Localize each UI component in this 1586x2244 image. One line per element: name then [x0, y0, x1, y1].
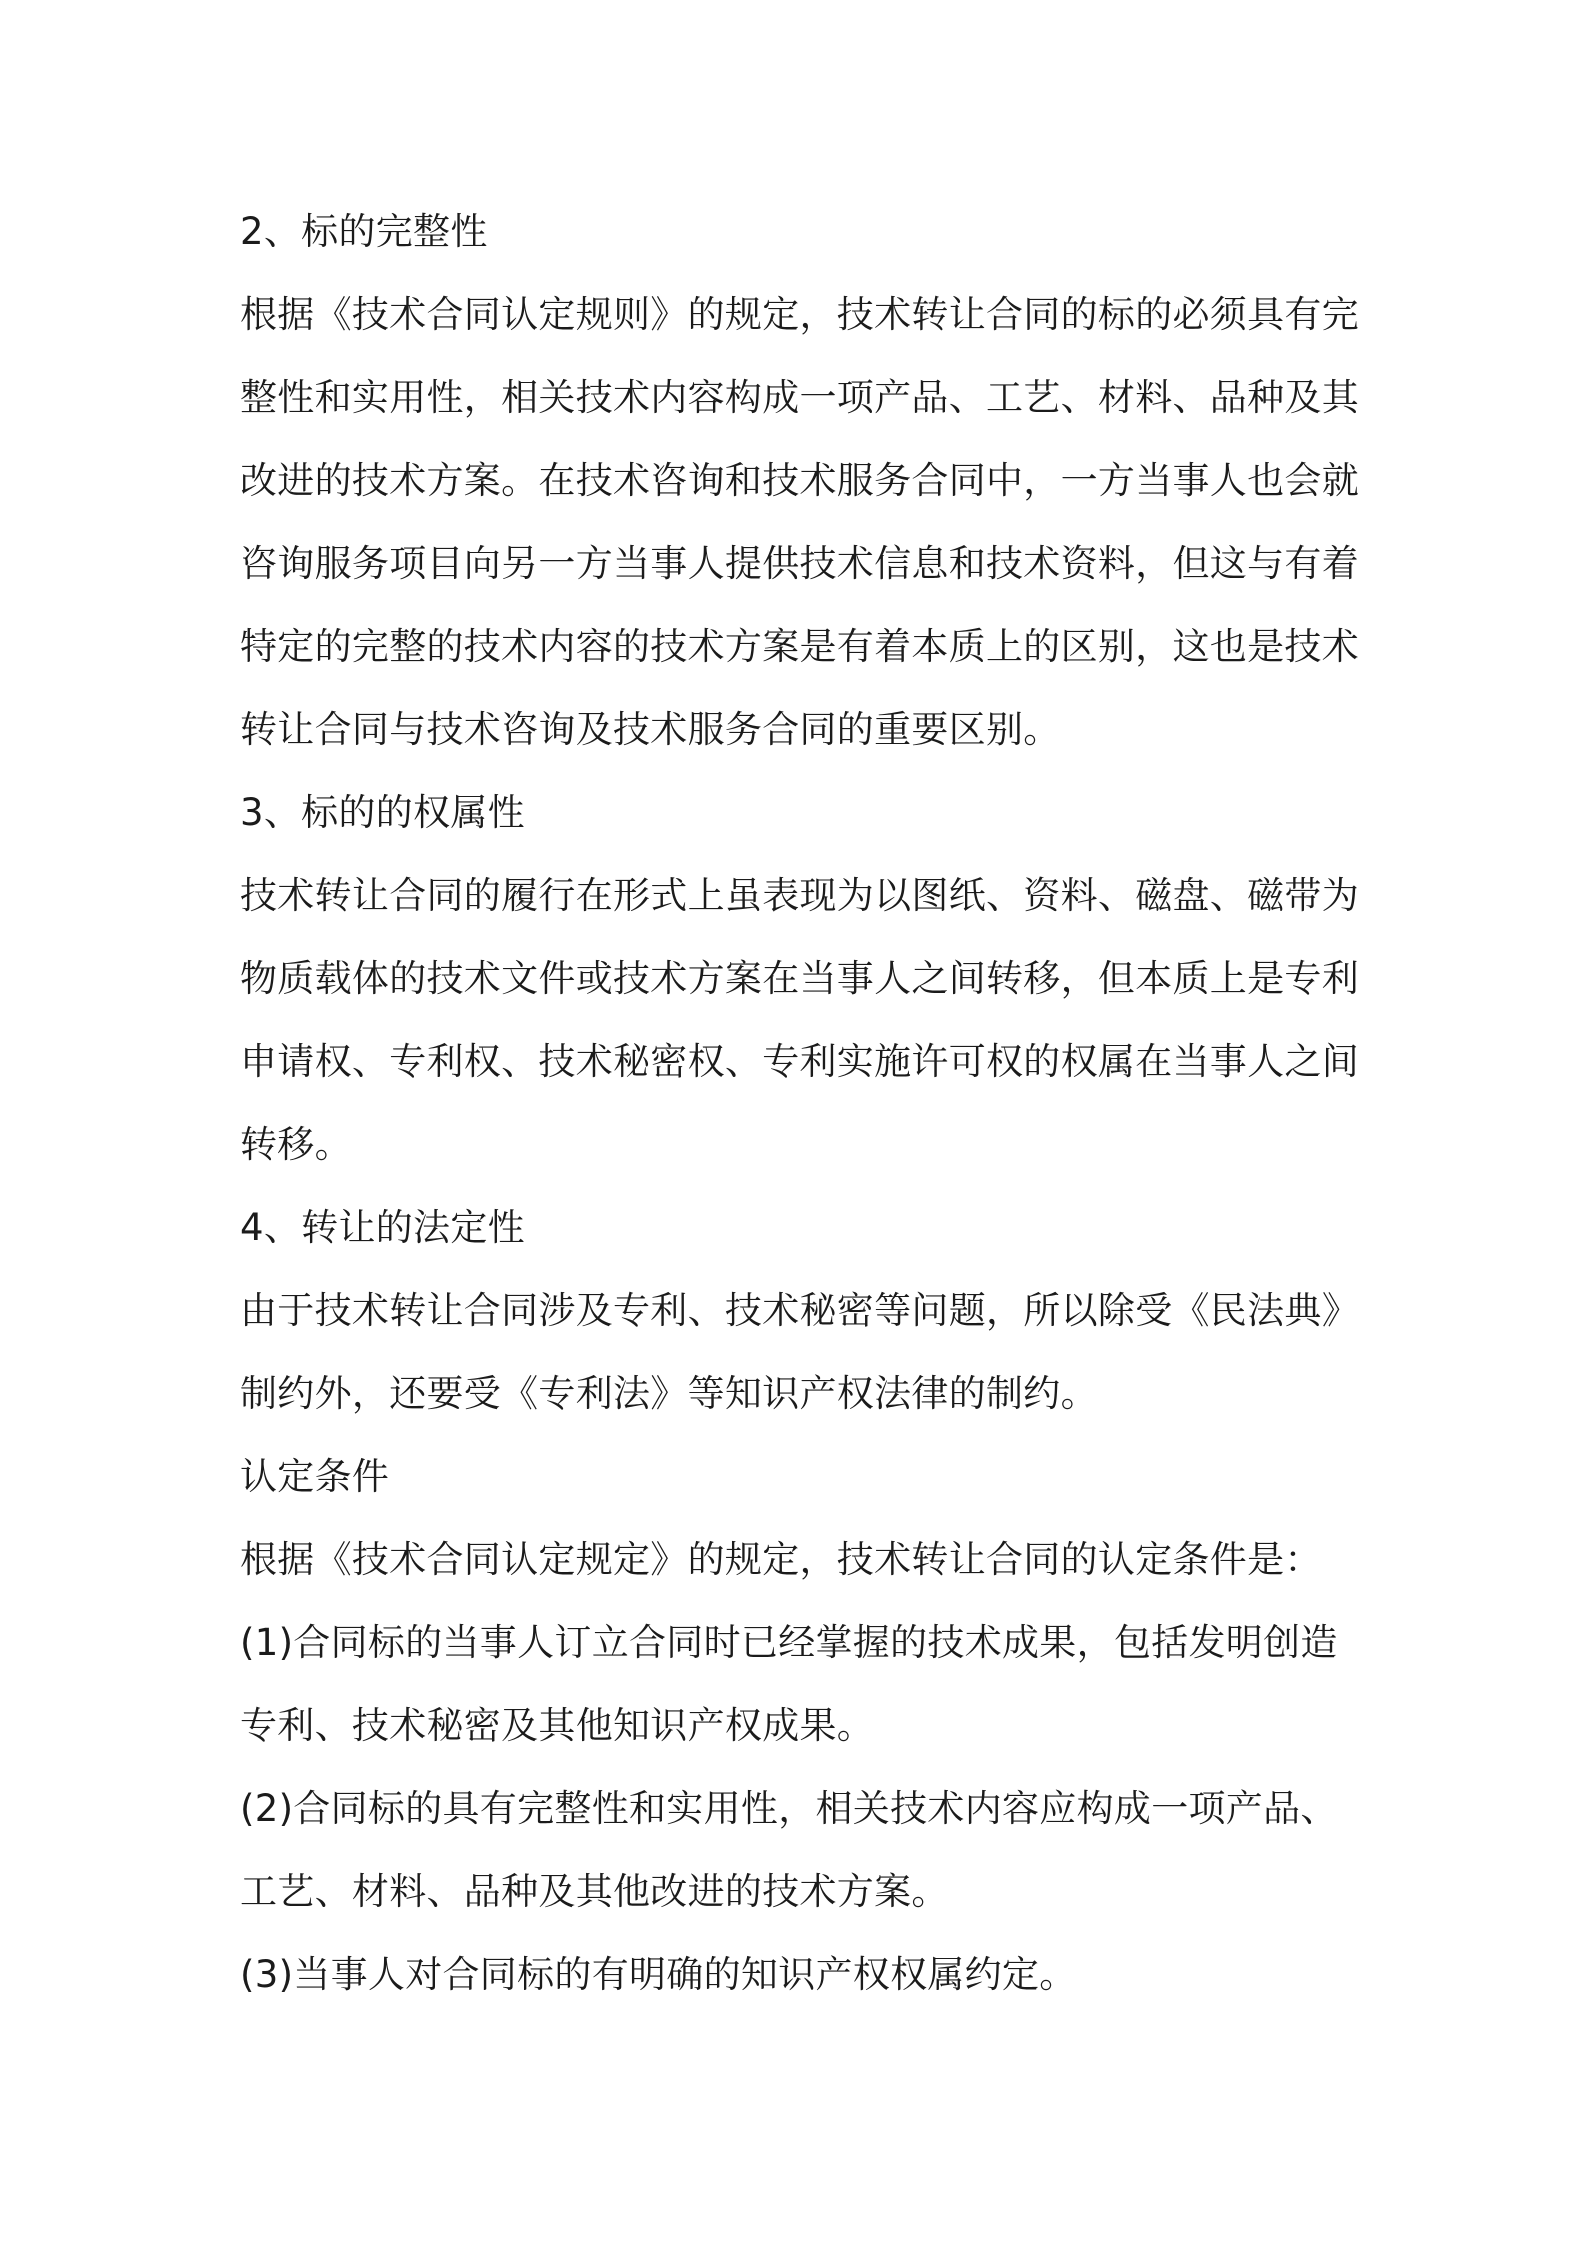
paragraph-line: 物质载体的技术文件或技术方案在当事人之间转移，但本质上是专利 [240, 957, 1359, 1000]
section-heading-completeness: 2、标的完整性 [240, 210, 488, 253]
criteria-item-1-continuation: 专利、技术秘密及其他知识产权成果。 [240, 1704, 875, 1747]
paragraph-line: 转让合同与技术咨询及技术服务合同的重要区别。 [240, 708, 1061, 751]
paragraph-line: 改进的技术方案。在技术咨询和技术服务合同中，一方当事人也会就 [240, 459, 1359, 502]
criteria-item-2: (2)合同标的具有完整性和实用性，相关技术内容应构成一项产品、 [240, 1787, 1338, 1830]
paragraph-line: 由于技术转让合同涉及专利、技术秘密等问题，所以除受《民法典》 [240, 1289, 1359, 1332]
paragraph-line: 申请权、专利权、技术秘密权、专利实施许可权的权属在当事人之间 [240, 1040, 1359, 1083]
section-heading-criteria: 认定条件 [240, 1455, 390, 1498]
paragraph-line: 特定的完整的技术内容的技术方案是有着本质上的区别，这也是技术 [240, 625, 1359, 668]
criteria-item-2-continuation: 工艺、材料、品种及其他改进的技术方案。 [240, 1870, 949, 1913]
section-heading-ownership: 3、标的的权属性 [240, 791, 525, 834]
criteria-item-3: (3)当事人对合同标的有明确的知识产权权属约定。 [240, 1953, 1077, 1996]
criteria-item-1: (1)合同标的当事人订立合同时已经掌握的技术成果，包括发明创造 [240, 1621, 1338, 1664]
paragraph-line: 根据《技术合同认定规则》的规定，技术转让合同的标的必须具有完 [240, 293, 1359, 336]
paragraph-line: 咨询服务项目向另一方当事人提供技术信息和技术资料，但这与有着 [240, 542, 1359, 585]
paragraph-line: 转移。 [240, 1123, 352, 1166]
paragraph-line: 根据《技术合同认定规定》的规定，技术转让合同的认定条件是： [240, 1538, 1322, 1581]
section-heading-legality: 4、转让的法定性 [240, 1206, 525, 1249]
paragraph-line: 技术转让合同的履行在形式上虽表现为以图纸、资料、磁盘、磁带为 [240, 874, 1359, 917]
paragraph-line: 制约外，还要受《专利法》等知识产权法律的制约。 [240, 1372, 1098, 1415]
paragraph-line: 整性和实用性，相关技术内容构成一项产品、工艺、材料、品种及其 [240, 376, 1359, 419]
document-body [240, 190, 1360, 2016]
